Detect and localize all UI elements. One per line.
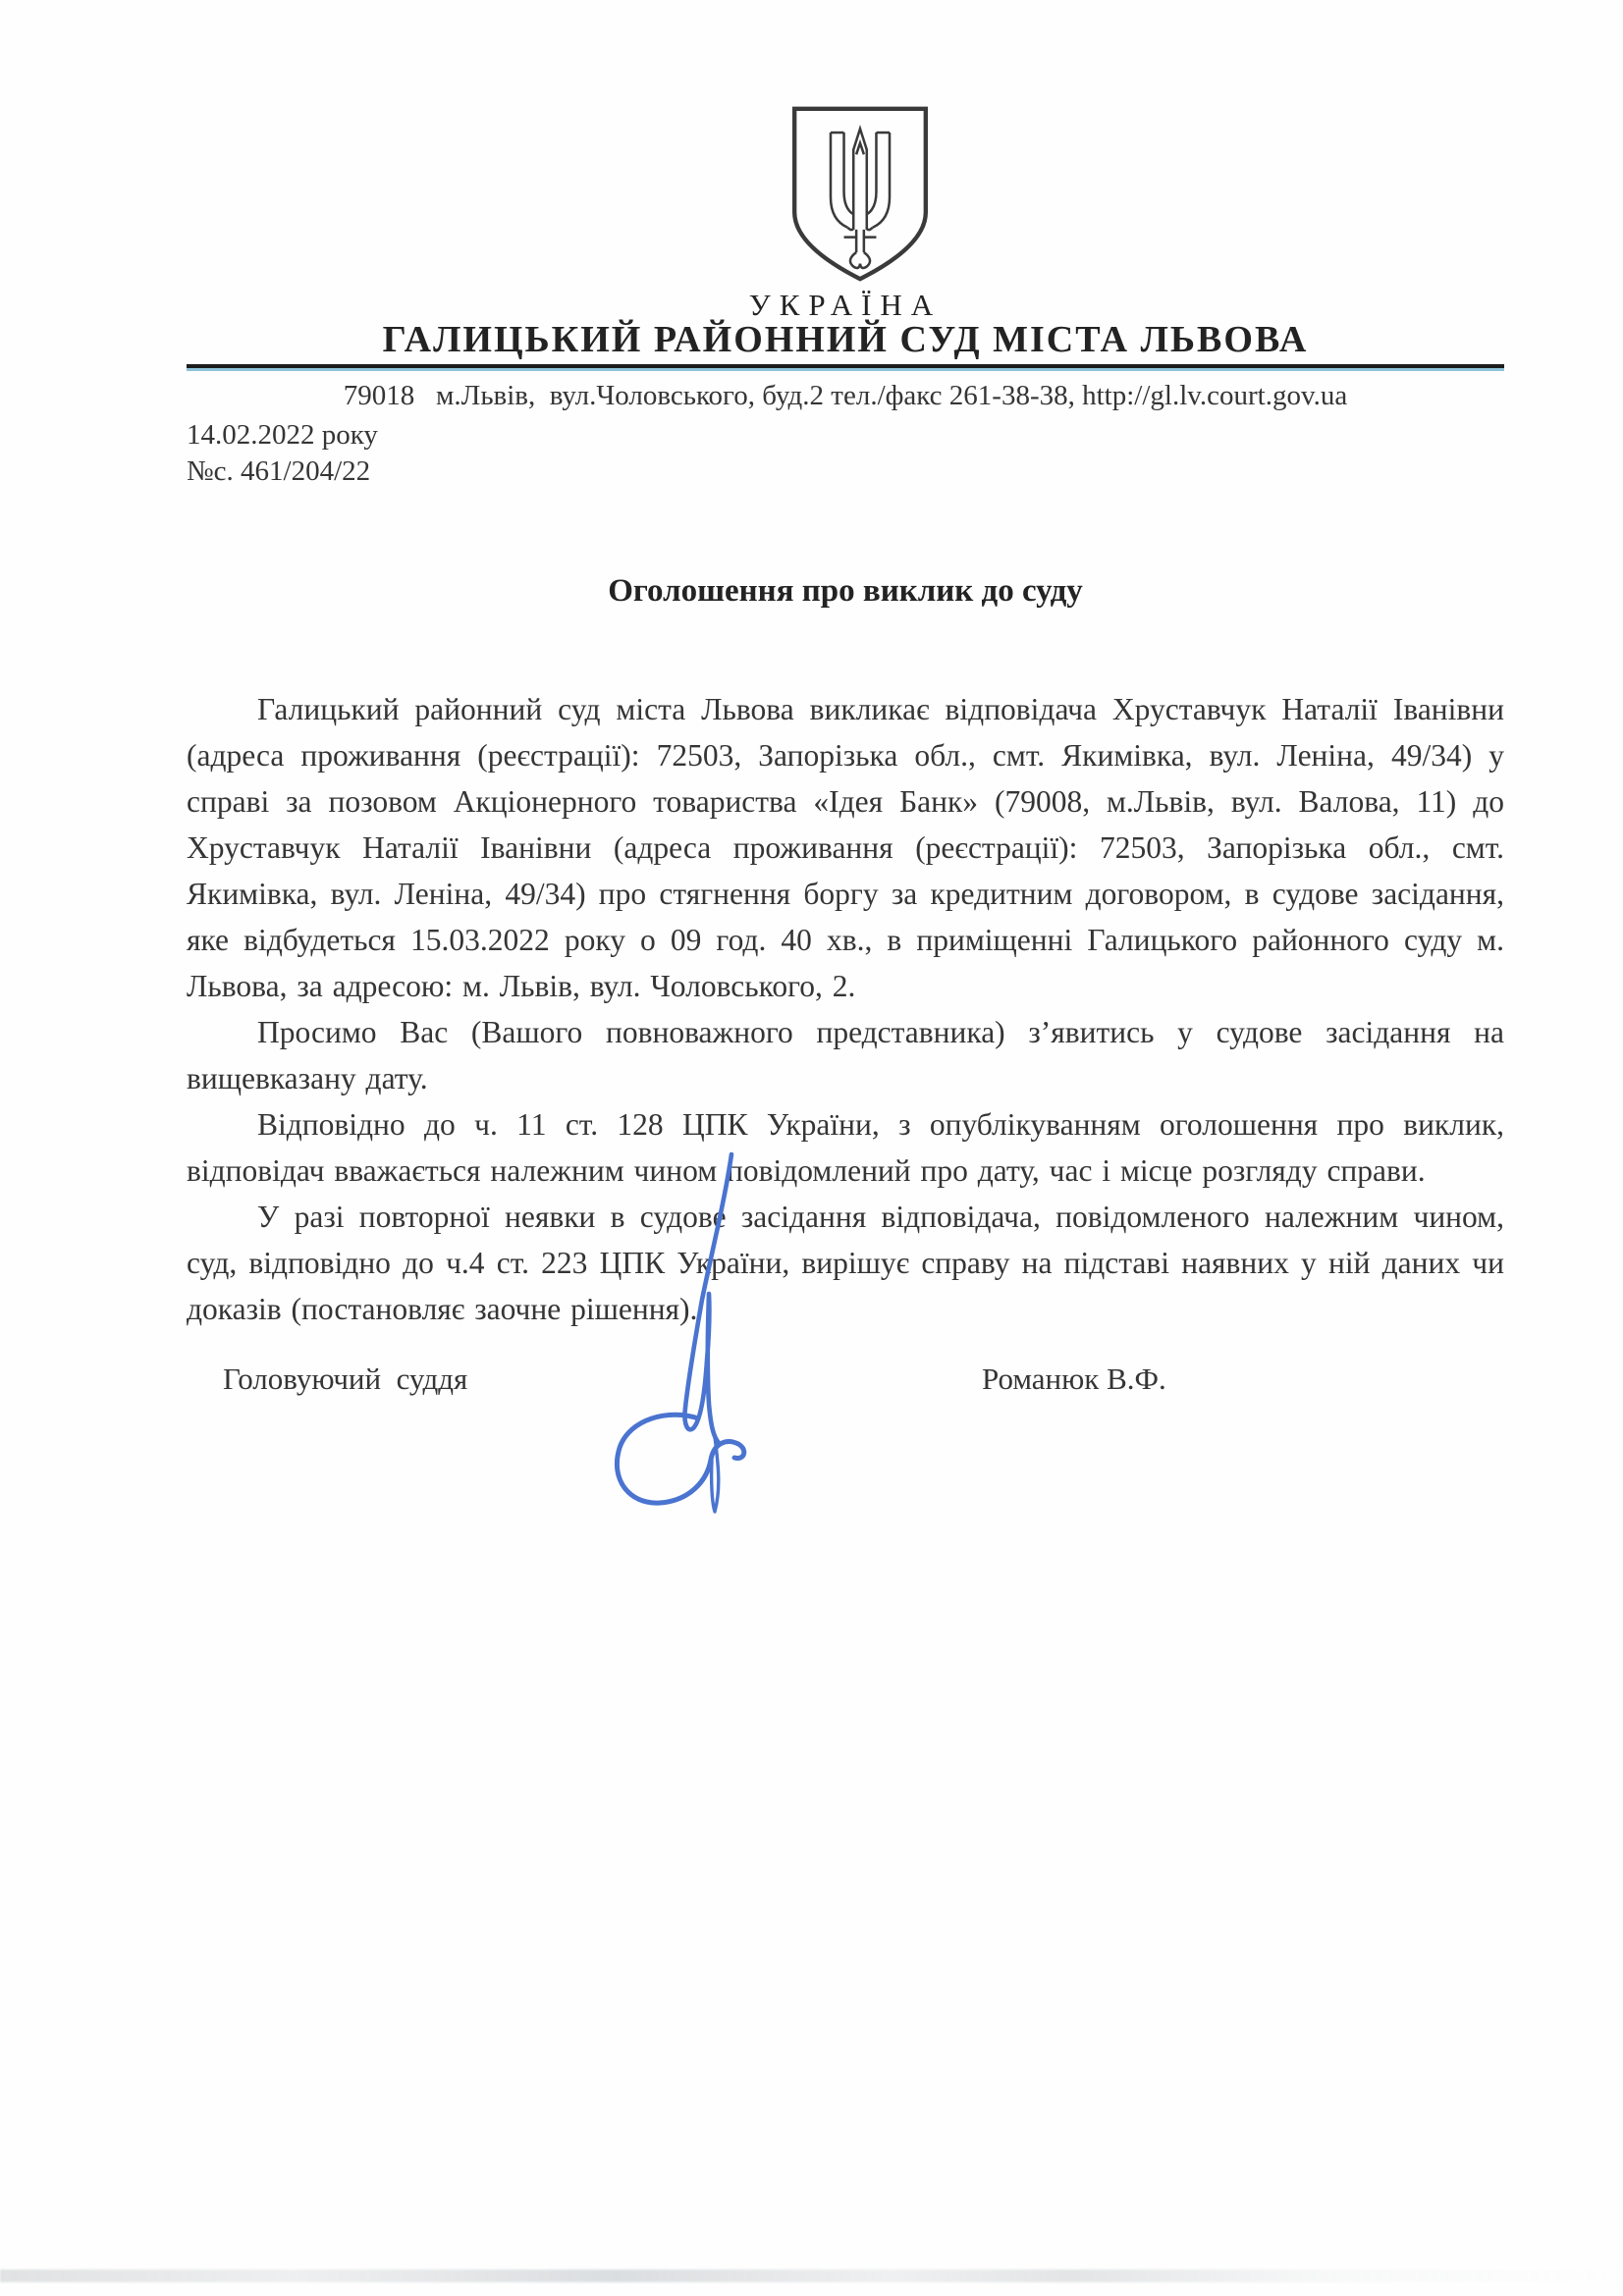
- country-label: УКРАЇНА: [748, 288, 943, 322]
- court-address-line: 79018 м.Львів, вул.Чоловського, буд.2 тел./факс 261-38-38, http://gl.lv.court.gov.ua: [343, 380, 1348, 411]
- body-paragraph-1: Галицький районний суд міста Львова викликає відповідача Хруставчук Наталії Іванівни (адреса проживання (реєстрації): 72503, Запорізька обл., смт. Якимівка, вул. Леніна, 49/34) у справі за позовом Акціонерного товариства «Ідея Банк» (79008, м.Львів, вул. Валова, 11) до Хруставчук Наталії Іванівни (адреса проживання (реєстрації): 72503, Запорізька обл., смт. Якимівка, вул. Леніна, 49/34) про стягнення боргу за кредитним договором, в судове засідання, яке відбудеться 15.03.2022 року о 09 год. 40 хв., в приміщенні Галицького районного суду м. Львова, за адресою: м. Львів, вул. Чоловського, 2.: [187, 692, 1504, 1003]
- body-paragraph-3: Відповідно до ч. 11 ст. 128 ЦПК України, з опублікуванням оголошення про виклик, відповідач вважається належним чином повідомлений про дату, час і місце розгляду справи.: [187, 1107, 1504, 1188]
- signature-ink-icon: [599, 1145, 785, 1518]
- body-paragraph-4: У разі повторної неявки в судове засідання відповідача, повідомленого належним чином, суд, відповідно до ч.4 ст. 223 ЦПК України, вирішує справу на підставі наявних у ній даних чи доказів (постановляє заочне рішення).: [187, 1200, 1504, 1326]
- scan-noise-strip: [0, 2269, 1623, 2282]
- signature-role-label: Головуючий суддя: [223, 1362, 468, 1396]
- ukraine-trident-icon: [788, 104, 932, 285]
- document-date: 14.02.2022 року: [187, 419, 378, 451]
- header-divider: [187, 364, 1504, 368]
- signature-name: Романюк В.Ф.: [982, 1362, 1166, 1396]
- document-title: Оголошення про виклик до суду: [608, 573, 1083, 609]
- body-paragraph-2: Просимо Вас (Вашого повноважного представника) з’явитись у судове засідання на вищевказану дату.: [187, 1015, 1504, 1095]
- case-number: №с. 461/204/22: [187, 455, 371, 487]
- document-content: [187, 0, 1504, 1556]
- document-body: [187, 686, 1504, 1332]
- signature-block: [187, 1360, 1504, 1556]
- court-name: ГАЛИЦЬКИЙ РАЙОННИЙ СУД МІСТА ЛЬВОВА: [382, 319, 1309, 360]
